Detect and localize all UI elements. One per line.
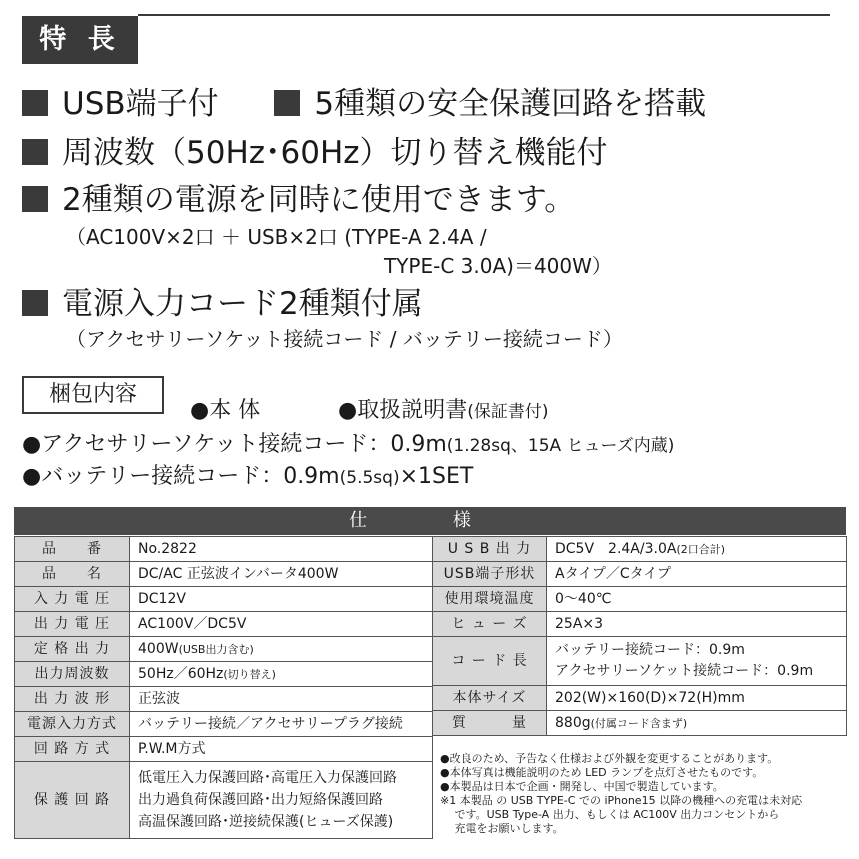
feature-line-1 (22, 84, 706, 124)
socket-cord-label: ●アクセサリーソケット接続コード：0.9m (22, 432, 447, 457)
table-row (15, 687, 433, 712)
spec-value-cord (547, 637, 847, 686)
spec-value-note: (2口合計) (676, 542, 726, 556)
feature-line-4 (22, 284, 423, 324)
table-row (15, 637, 433, 662)
spec-label: 品 名 (15, 562, 130, 587)
spec-value-note: (付属コード含まず) (590, 716, 688, 730)
battery-cord-qty: ×1SET (399, 464, 474, 489)
spec-value: バッテリー接続／アクセサリープラグ接続 (130, 712, 433, 737)
spec-value-note: (切り替え) (223, 667, 276, 681)
note-line: ●本製品は日本で企画・開発し、中国で製造しています。 (440, 780, 724, 793)
table-row (433, 686, 847, 711)
table-row (433, 637, 847, 686)
feature-dual-power: 2種類の電源を同時に使用できます。 (62, 182, 576, 218)
table-row (433, 562, 847, 587)
table-row (433, 587, 847, 612)
manual-label: ●取扱説明書 (338, 398, 468, 423)
spec-table-left (14, 536, 433, 839)
cord-line: アクセサリーソケット接続コード：0.9m (555, 663, 814, 679)
spec-label: ヒ ュ ー ズ (433, 612, 547, 637)
table-row (433, 612, 847, 637)
spec-value: 25A×3 (547, 612, 847, 637)
bullet-square-icon (274, 90, 300, 116)
package-item-socket-cord (22, 430, 674, 461)
spec-label: 定 格 出 力 (15, 637, 130, 662)
spec-label: 回 路 方 式 (15, 737, 130, 762)
spec-value: No.2822 (130, 537, 433, 562)
header-rule (138, 14, 830, 16)
package-label: 梱包内容 (22, 376, 164, 414)
feature-dual-power-detail-1: （AC100V×2口 ＋ USB×2口 (TYPE-A 2.4A / (66, 225, 487, 249)
battery-cord-note: (5.5sq) (339, 468, 400, 488)
feature-usb: USB端子付 (62, 86, 219, 122)
table-row (15, 612, 433, 637)
spec-value: 202(W)×160(D)×72(H)mm (547, 686, 847, 711)
feature-cords: 電源入力コード2種類付属 (62, 286, 423, 322)
spec-label: コ ー ド 長 (433, 637, 547, 686)
battery-cord-label: ●バッテリー接続コード：0.9m (22, 464, 340, 489)
feature-cords-detail: （アクセサリーソケット接続コード / バッテリー接続コード） (66, 327, 623, 351)
bullet-square-icon (22, 186, 48, 212)
cord-line: バッテリー接続コード：0.9m (555, 642, 745, 658)
manual-note: (保証書付) (467, 402, 549, 422)
spec-value-main: 880g (555, 714, 591, 731)
spec-value (547, 537, 847, 562)
bullet-square-icon (22, 139, 48, 165)
spec-value (130, 637, 433, 662)
protection-line: 高温保護回路･逆接続保護(ヒューズ保護) (138, 814, 394, 830)
table-row (15, 662, 433, 687)
spec-value-main: DC5V 2.4A/3.0A (555, 540, 677, 557)
note-line: 充電をお願いします。 (440, 822, 564, 835)
spec-value-main: 400W (138, 640, 179, 657)
spec-value-main: 50Hz／60Hz (138, 665, 224, 682)
table-row (433, 537, 847, 562)
section-title: 特 長 (22, 16, 138, 64)
spec-label: 入 力 電 圧 (15, 587, 130, 612)
spec-value (130, 662, 433, 687)
spec-value: AC100V／DC5V (130, 612, 433, 637)
package-item-battery-cord (22, 462, 473, 493)
spec-notes (440, 752, 850, 836)
spec-value: 正弦波 (130, 687, 433, 712)
spec-label: 質 量 (433, 711, 547, 736)
table-row (433, 711, 847, 736)
bullet-square-icon (22, 90, 48, 116)
note-line: ●本体写真は機能説明のため LED ランプを点灯させたものです。 (440, 766, 764, 779)
note-line: です。USB Type-A 出力、もしくは AC100V 出力コンセントから (440, 808, 780, 821)
table-row (15, 737, 433, 762)
spec-value: DC12V (130, 587, 433, 612)
feature-protection: 5種類の安全保護回路を搭載 (314, 86, 707, 122)
table-row (15, 562, 433, 587)
spec-title: 仕 様 (14, 507, 846, 535)
feature-line-2 (22, 133, 608, 173)
spec-label: 品 番 (15, 537, 130, 562)
table-row (15, 762, 433, 839)
protection-line: 低電圧入力保護回路･高電圧入力保護回路 (138, 770, 397, 786)
spec-value: Aタイプ／Cタイプ (547, 562, 847, 587)
feature-dual-power-detail-2: TYPE-C 3.0A)＝400W） (384, 254, 612, 278)
spec-value-protection (130, 762, 433, 839)
spec-label: 電源入力方式 (15, 712, 130, 737)
spec-label: 出力周波数 (15, 662, 130, 687)
spec-value: P.W.M方式 (130, 737, 433, 762)
feature-frequency: 周波数（50Hz･60Hz）切り替え機能付 (62, 135, 608, 171)
note-line: ※1 本製品 の USB TYPE-C での iPhone15 以降の機種への充電は未対応 (440, 794, 803, 807)
spec-label: 保 護 回 路 (15, 762, 130, 839)
spec-value: DC/AC 正弦波インバータ400W (130, 562, 433, 587)
spec-value: 0～40℃ (547, 587, 847, 612)
spec-value (547, 711, 847, 736)
spec-label: 出 力 電 圧 (15, 612, 130, 637)
spec-table-right (432, 536, 847, 736)
spec-label: 本体サイズ (433, 686, 547, 711)
spec-label: USB端子形状 (433, 562, 547, 587)
spec-label: 出 力 波 形 (15, 687, 130, 712)
note-line: ●改良のため、予告なく仕様および外観を変更することがあります。 (440, 752, 779, 765)
protection-line: 出力過負荷保護回路･出力短絡保護回路 (138, 792, 383, 808)
feature-line-3 (22, 180, 575, 220)
spec-label: 使用環境温度 (433, 587, 547, 612)
table-row (15, 712, 433, 737)
table-row (15, 587, 433, 612)
package-item-main: ●本 体 (190, 398, 261, 423)
spec-value-note: (USB出力含む) (178, 642, 254, 656)
table-row (15, 537, 433, 562)
bullet-square-icon (22, 290, 48, 316)
spec-label: U S B 出 力 (433, 537, 547, 562)
socket-cord-note: (1.28sq、15A ヒューズ内蔵) (446, 436, 675, 456)
package-item-manual (338, 396, 548, 427)
